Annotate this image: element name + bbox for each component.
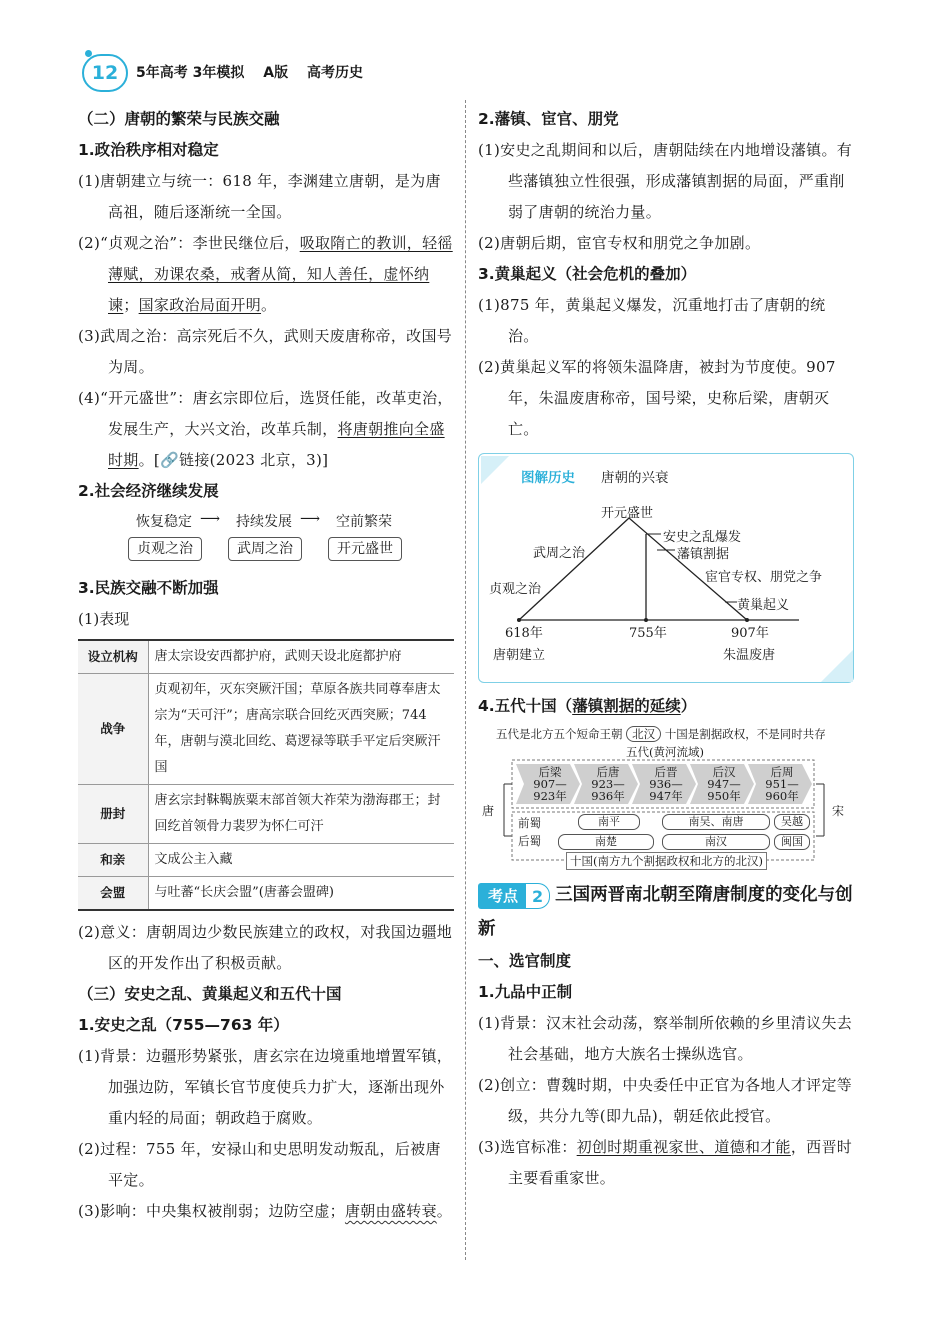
column-divider xyxy=(465,100,466,1260)
table-key: 设立机构 xyxy=(78,640,148,674)
book-name: 5年高考 3年模拟 xyxy=(136,65,245,81)
flow-box: 贞观之治 xyxy=(128,537,202,561)
text: 。 xyxy=(261,296,277,314)
dynasty-name: 后汉 xyxy=(712,765,736,779)
paragraph: (1)唐朝建立与统一：618 年，李渊建立唐朝，是为唐高祖，随后逐渐统一全国。 xyxy=(78,172,441,221)
dynasty-name: 后周 xyxy=(770,765,794,779)
underlined-text: 国家政治局面开明 xyxy=(138,296,262,314)
subsection-title xyxy=(478,691,856,722)
subsection-title: 1.安史之乱（755—763 年） xyxy=(78,1016,289,1034)
wavy-underlined-text: 唐朝由盛转衰 xyxy=(344,1202,437,1220)
dynasty-years: 907—923年 xyxy=(533,777,567,803)
subject: 高考历史 xyxy=(306,65,363,81)
arrow-icon: ⟶ xyxy=(300,511,321,527)
kingdom-name: 后蜀 xyxy=(518,834,541,848)
flow-box: 开元盛世 xyxy=(328,537,402,561)
text: (3)选官标准： xyxy=(478,1138,577,1156)
label-tang-founded: 唐朝建立 xyxy=(493,648,546,663)
book-title xyxy=(136,62,377,82)
label-755: 755年 xyxy=(629,626,667,641)
beihan-box: 北汉 xyxy=(626,726,661,742)
flow-step: 恢复稳定 xyxy=(136,514,192,530)
kaodian-title: 三国两晋南北朝至隋唐制度的变化与创新 xyxy=(478,885,853,939)
kaodian-badge: 考点 xyxy=(478,883,526,909)
label-anshi: 安史之乱爆发 xyxy=(663,530,742,545)
label-zhenguan: 贞观之治 xyxy=(489,582,542,597)
label-peak: 开元盛世 xyxy=(601,506,654,521)
dynasty-name: 后唐 xyxy=(596,765,620,779)
table-value: 唐玄宗封靺鞨族粟末部首领大祚荣为渤海郡王；封回纥首领骨力裴罗为怀仁可汗 xyxy=(148,785,454,844)
label-fanzhen: 藩镇割据 xyxy=(677,547,730,562)
text: ； xyxy=(123,296,139,314)
paragraph: (2)创立：曹魏时期，中央委任中正官为各地人才评定等级，共分九等(即九品)，朝廷依此授官。 xyxy=(478,1076,853,1125)
label-907: 907年 xyxy=(731,626,769,641)
wudai-label: 五代(黄河流域) xyxy=(626,745,704,759)
text: 五代是北方五个短命王朝 xyxy=(496,727,623,741)
subsection-title: 2.藩镇、宦官、朋党 xyxy=(478,110,619,128)
section-title: （二）唐朝的繁荣与民族交融 xyxy=(78,110,280,128)
illustration-title: 唐朝的兴衰 xyxy=(601,470,669,486)
dynasty-years: 947—950年 xyxy=(707,777,741,803)
table-key: 会盟 xyxy=(78,877,148,911)
table-key: 战争 xyxy=(78,674,148,785)
text: 4.五代十国（ xyxy=(478,697,573,715)
page-number-dot-icon xyxy=(85,50,92,57)
paragraph xyxy=(78,228,456,321)
paragraph: (2)唐朝后期，宦官专权和朋党之争加剧。 xyxy=(478,234,761,252)
paragraph: (1)表现 xyxy=(78,610,130,628)
dynasty-label xyxy=(526,766,574,802)
dynasty-label xyxy=(642,766,690,802)
paragraph: (1)背景：边疆形势紧张，唐玄宗在边境重地增置军镇，加强边防，军镇长官节度使兵力扩大，逐渐出现外重内轻的局面；朝政趋于腐败。 xyxy=(78,1047,453,1127)
shu-kingdoms xyxy=(518,814,541,850)
table-row xyxy=(78,877,454,911)
paragraph xyxy=(78,383,456,476)
kingdom-box: 南楚 xyxy=(558,834,654,850)
tang-bracket xyxy=(504,784,512,836)
kingdom-box: 南汉 xyxy=(662,834,770,850)
dynasty-name: 后晋 xyxy=(654,765,678,779)
page-curl-corner xyxy=(821,650,853,682)
right-column xyxy=(478,104,856,1194)
text: ） xyxy=(680,697,697,715)
dynasty-label xyxy=(700,766,748,802)
kingdom-box: 闽国 xyxy=(774,834,810,850)
page-curl-corner xyxy=(481,456,509,484)
section-title: （三）安史之乱、黄巢起义和五代十国 xyxy=(78,985,342,1003)
flow-step: 持续发展 xyxy=(236,514,292,530)
table-row xyxy=(78,674,454,785)
subsection-title: 2.社会经济继续发展 xyxy=(78,482,219,500)
table-row xyxy=(78,640,454,674)
table-value: 文成公主入藏 xyxy=(148,844,454,877)
text: 十国是割据政权，不是同时共存 xyxy=(664,727,826,741)
flow-step: 空前繁荣 xyxy=(336,514,392,530)
song-bracket xyxy=(816,784,824,836)
table-row xyxy=(78,844,454,877)
link-reference[interactable]: [🔗链接(2023 北京，3)] xyxy=(153,451,329,469)
table-value: 贞观初年，灭东突厥汗国；草原各族共同尊奉唐太宗为“天可汗”；唐高宗联合回纥灭西突厥；744 年，唐朝与漠北回纥、葛逻禄等联手平定后突厥汗国 xyxy=(148,674,454,785)
page-header xyxy=(76,48,676,98)
underlined-text: 吸取隋亡的教训，轻徭薄赋，劝课农桑，戒奢从简，知人善任，虚怀纳谏 xyxy=(108,234,453,314)
label-wuzhou: 武周之治 xyxy=(533,546,586,561)
paragraph: (1)875 年，黄巢起义爆发，沉重地打击了唐朝的统治。 xyxy=(478,296,826,345)
tang-rise-fall-illustration xyxy=(478,453,854,683)
table-key: 和亲 xyxy=(78,844,148,877)
subsection-title: 1.九品中正制 xyxy=(478,983,573,1001)
edition: A版 xyxy=(263,65,289,81)
text: 。 xyxy=(138,451,154,469)
paragraph: (1)背景：汉末社会动荡，察举制所依赖的乡里清议失去社会基础，地方大族名士操纵选官。 xyxy=(478,1014,853,1063)
tang-label: 唐 xyxy=(482,804,495,818)
page-number: 12 xyxy=(82,54,128,92)
subsection-title: 1.政治秩序相对稳定 xyxy=(78,141,219,159)
underlined-text: 将唐朝推向全盛时期 xyxy=(108,420,445,469)
label-huangchao: 黄巢起义 xyxy=(737,598,790,613)
kingdom-box: 吴越 xyxy=(774,814,810,830)
subsection-title: 3.黄巢起义（社会危机的叠加） xyxy=(478,265,697,283)
paragraph: (1)安史之乱期间和以后，唐朝陆续在内地增设藩镇。有些藩镇独立性很强，形成藩镇割据的局面，严重削弱了唐朝的统治力量。 xyxy=(478,141,853,221)
text: ，西晋时主要看重家世。 xyxy=(508,1138,853,1187)
kingdom-name: 前蜀 xyxy=(518,816,541,830)
dynasty-years: 951—960年 xyxy=(765,777,799,803)
kingdom-box: 南平 xyxy=(578,814,640,830)
arrow-icon: ⟶ xyxy=(200,511,221,527)
underlined-text: 藩镇割据的延续 xyxy=(572,697,681,715)
dynasty-years: 936—947年 xyxy=(649,777,683,803)
paragraph: (2)黄巢起义军的将领朱温降唐，被封为节度使。907 年，朱温废唐称帝，国号梁，史称后梁，唐朝灭亡。 xyxy=(478,358,836,438)
text: (4)“开元盛世”：唐玄宗即位后，选贤任能，改革吏治，发展生产，大兴文治，改革兵制， xyxy=(78,389,453,438)
table-value: 唐太宗设安西都护府，武则天设北庭都护府 xyxy=(148,640,454,674)
paragraph: (3)武周之治：高宗死后不久，武则天废唐称帝，改国号为周。 xyxy=(78,327,453,376)
kingdom-box: 南吴、南唐 xyxy=(662,814,770,830)
table-row xyxy=(78,785,454,844)
left-column xyxy=(78,104,456,1227)
dynasty-name: 后梁 xyxy=(538,765,562,779)
label-zhuwen: 朱温废唐 xyxy=(723,648,776,663)
kaodian-heading xyxy=(478,878,856,946)
underlined-text: 初创时期重视家世、道德和才能 xyxy=(576,1138,791,1156)
paragraph xyxy=(478,1132,856,1194)
text: (3)影响：中央集权被削弱；边防空虚； xyxy=(78,1202,345,1220)
label-618: 618年 xyxy=(505,626,543,641)
label-eunuch: 宦官专权、朋党之争 xyxy=(705,570,823,585)
paragraph: (2)过程：755 年，安禄山和史思明发动叛乱，后被唐平定。 xyxy=(78,1140,441,1189)
text: 。 xyxy=(436,1202,453,1220)
table-value: 与吐蕃“长庆会盟”(唐蕃会盟碑) xyxy=(148,877,454,911)
paragraph xyxy=(78,1196,456,1227)
shiguo-label: 十国(南方九个割据政权和北方的北汉) xyxy=(566,852,767,870)
rise-line xyxy=(519,518,629,620)
ethnic-relations-table xyxy=(78,639,454,911)
dynasty-label xyxy=(758,766,806,802)
song-label: 宋 xyxy=(832,804,845,818)
text: (2)“贞观之治”：李世民继位后， xyxy=(78,234,300,252)
development-flow xyxy=(78,509,456,569)
dynasty-label xyxy=(584,766,632,802)
subsection-title: 3.民族交融不断加强 xyxy=(78,579,219,597)
flow-box: 武周之治 xyxy=(228,537,302,561)
section-title: 一、选官制度 xyxy=(478,952,572,970)
dynasty-years: 923—936年 xyxy=(591,777,625,803)
five-dynasties-diagram xyxy=(478,724,854,868)
paragraph: (2)意义：唐朝周边少数民族建立的政权，对我国边疆地区的开发作出了积极贡献。 xyxy=(78,923,453,972)
kaodian-number: 2 xyxy=(526,883,550,909)
illustration-tag: 图解历史 xyxy=(521,470,575,486)
table-key: 册封 xyxy=(78,785,148,844)
